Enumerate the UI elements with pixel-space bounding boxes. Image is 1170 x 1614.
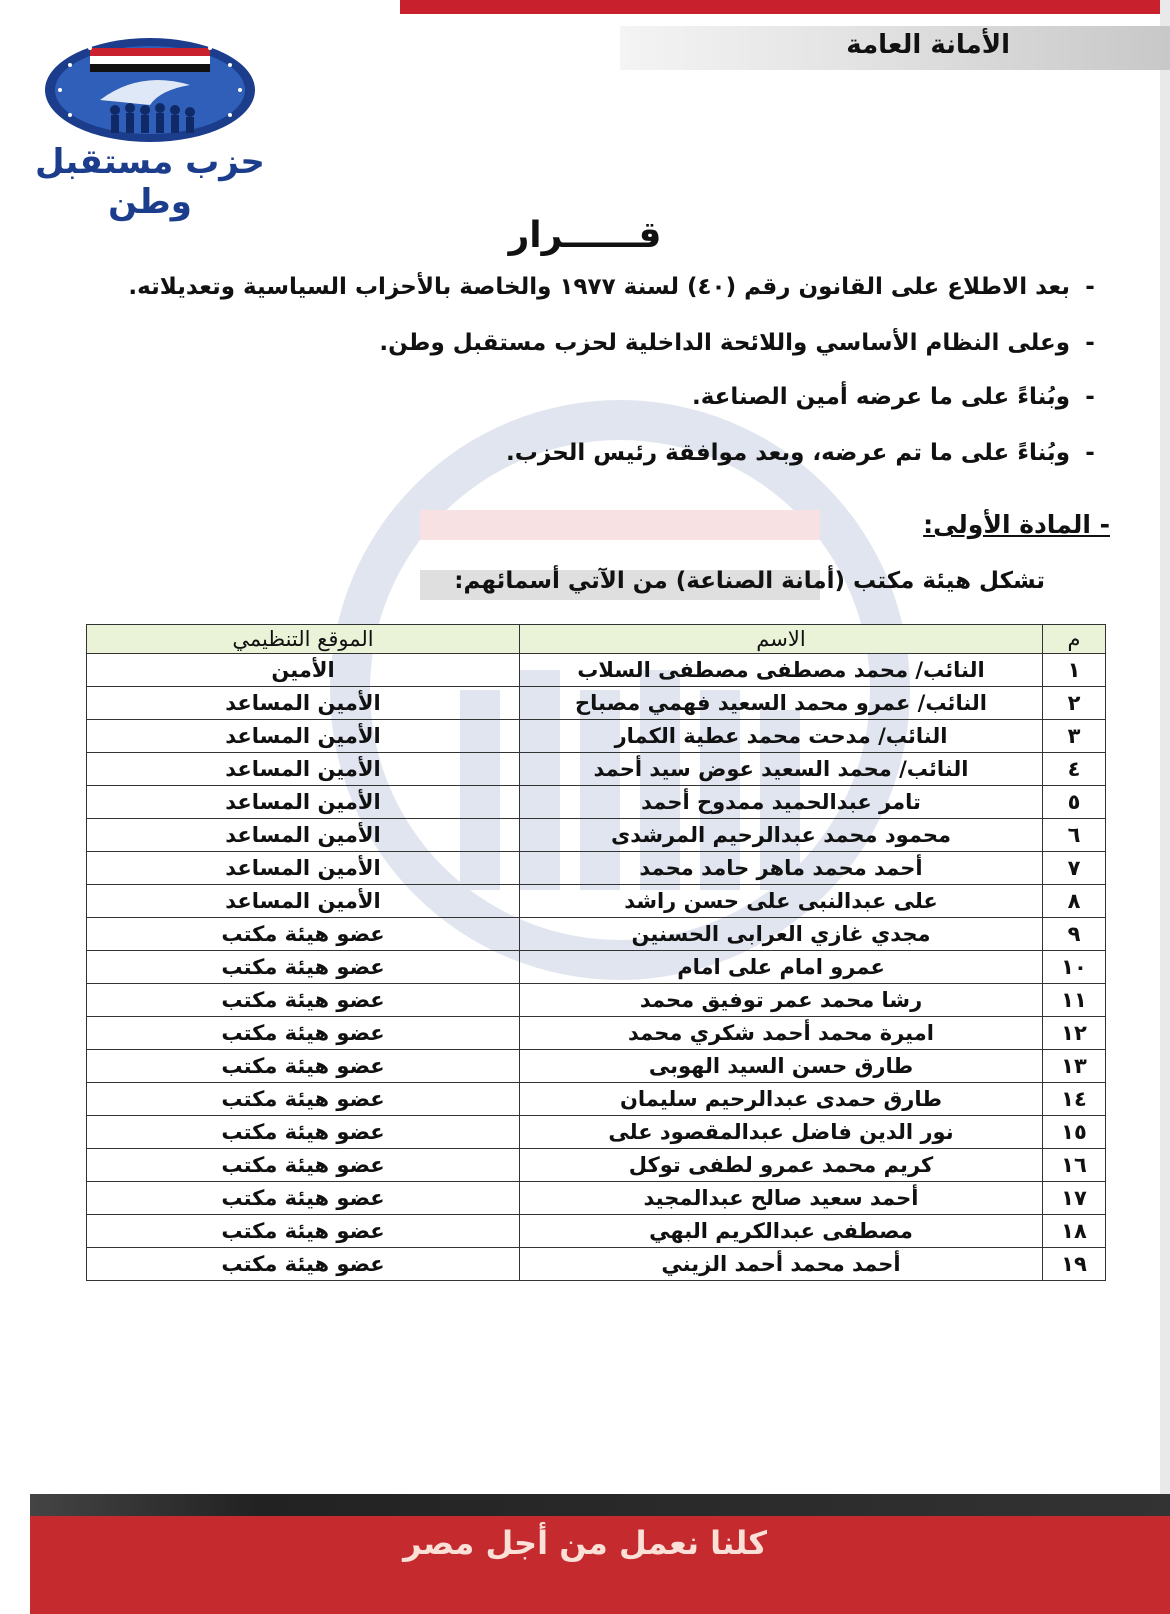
table-row (87, 1017, 1106, 1050)
cell-role: عضو هيئة مكتب (87, 984, 520, 1017)
article-heading: - المادة الأولى: (923, 510, 1110, 539)
cell-name: اميرة محمد أحمد شكري محمد (520, 1017, 1043, 1050)
cell-index: ١٣ (1043, 1050, 1106, 1083)
cell-index: ٩ (1043, 918, 1106, 951)
cell-index: ١٠ (1043, 951, 1106, 984)
cell-name: النائب/ مدحت محمد عطية الكمار (520, 720, 1043, 753)
cell-name: مصطفى عبدالكريم البهي (520, 1215, 1043, 1248)
cell-role: الأمين المساعد (87, 786, 520, 819)
header-index: م (1043, 625, 1106, 654)
cell-index: ١٦ (1043, 1149, 1106, 1182)
cell-index: ١٧ (1043, 1182, 1106, 1215)
table-row (87, 1116, 1106, 1149)
cell-name: النائب/ عمرو محمد السعيد فهمي مصباح (520, 687, 1043, 720)
table-row (87, 1248, 1106, 1281)
cell-name: مجدي غازي العرابى الحسنين (520, 918, 1043, 951)
preamble-text: وبُناءً على ما عرضه أمين الصناعة. (691, 384, 1070, 410)
cell-name: رشا محمد عمر توفيق محمد (520, 984, 1043, 1017)
table-row (87, 687, 1106, 720)
party-logo-text: حزب مستقبل وطن (35, 142, 265, 222)
cell-role: الأمين المساعد (87, 819, 520, 852)
cell-role: عضو هيئة مكتب (87, 1017, 520, 1050)
table-header-row (87, 625, 1106, 654)
cell-role: عضو هيئة مكتب (87, 1116, 520, 1149)
table-row (87, 1149, 1106, 1182)
cell-index: ١٩ (1043, 1248, 1106, 1281)
preamble-item: -وعلى النظام الأساسي واللائحة الداخلية لحزب مستقبل وطن. (379, 330, 1095, 356)
cell-index: ١٤ (1043, 1083, 1106, 1116)
cell-index: ١٢ (1043, 1017, 1106, 1050)
header-name: الاسم (520, 625, 1043, 654)
table-row (87, 1050, 1106, 1083)
preamble-text: وبُناءً على ما تم عرضه، وبعد موافقة رئيس الحزب. (506, 440, 1070, 466)
cell-name: النائب/ محمد السعيد عوض سيد أحمد (520, 753, 1043, 786)
cell-index: ٥ (1043, 786, 1106, 819)
cell-name: أحمد سعيد صالح عبدالمجيد (520, 1182, 1043, 1215)
table-row (87, 819, 1106, 852)
document-title: قــــــرار (508, 215, 662, 256)
table-row (87, 654, 1106, 687)
table-row (87, 984, 1106, 1017)
cell-index: ٨ (1043, 885, 1106, 918)
cell-name: أحمد محمد أحمد الزيني (520, 1248, 1043, 1281)
cell-index: ١٨ (1043, 1215, 1106, 1248)
table-row (87, 1215, 1106, 1248)
table-row (87, 753, 1106, 786)
footer-slogan: كلنا نعمل من أجل مصر (403, 1524, 767, 1562)
cell-name: على عبدالنبى على حسن راشد (520, 885, 1043, 918)
cell-index: ٤ (1043, 753, 1106, 786)
cell-role: الأمين المساعد (87, 852, 520, 885)
header-role: الموقع التنظيمي (87, 625, 520, 654)
cell-role: الأمين المساعد (87, 753, 520, 786)
cell-index: ١٥ (1043, 1116, 1106, 1149)
preamble-item: -بعد الاطلاع على القانون رقم (٤٠) لسنة ١٩٧٧ والخاصة بالأحزاب السياسية وتعديلاته. (128, 274, 1095, 300)
cell-role: عضو هيئة مكتب (87, 1050, 520, 1083)
cell-name: نور الدين فاضل عبدالمقصود على (520, 1116, 1043, 1149)
table-row (87, 918, 1106, 951)
cell-index: ١١ (1043, 984, 1106, 1017)
cell-role: عضو هيئة مكتب (87, 1149, 520, 1182)
table-row (87, 720, 1106, 753)
cell-name: النائب/ محمد مصطفى مصطفى السلاب (520, 654, 1043, 687)
table-row (87, 786, 1106, 819)
preamble-text: وعلى النظام الأساسي واللائحة الداخلية لحزب مستقبل وطن. (379, 330, 1070, 356)
cell-role: الأمين المساعد (87, 687, 520, 720)
cell-role: عضو هيئة مكتب (87, 1248, 520, 1281)
cell-index: ٧ (1043, 852, 1106, 885)
cell-role: الأمين (87, 654, 520, 687)
cell-name: محمود محمد عبدالرحيم المرشدى (520, 819, 1043, 852)
preamble-text: بعد الاطلاع على القانون رقم (٤٠) لسنة ١٩٧٧ والخاصة بالأحزاب السياسية وتعديلاته. (128, 274, 1070, 300)
cell-index: ١ (1043, 654, 1106, 687)
cell-role: عضو هيئة مكتب (87, 951, 520, 984)
preamble-item: -وبُناءً على ما تم عرضه، وبعد موافقة رئيس الحزب. (506, 440, 1095, 466)
cell-name: كريم محمد عمرو لطفى توكل (520, 1149, 1043, 1182)
cell-name: طارق حسن السيد الهوبى (520, 1050, 1043, 1083)
top-red-stripe (400, 0, 1170, 14)
cell-role: عضو هيئة مكتب (87, 1215, 520, 1248)
cell-role: عضو هيئة مكتب (87, 918, 520, 951)
footer-dark-bar (30, 1494, 1170, 1516)
preamble-item: -وبُناءً على ما عرضه أمين الصناعة. (691, 384, 1095, 410)
cell-role: عضو هيئة مكتب (87, 1083, 520, 1116)
article-intro: تشكل هيئة مكتب (أمانة الصناعة) من الآتي أسمائهم: (454, 568, 1045, 594)
cell-name: طارق حمدى عبدالرحيم سليمان (520, 1083, 1043, 1116)
table-row (87, 1083, 1106, 1116)
cell-index: ٦ (1043, 819, 1106, 852)
cell-name: عمرو امام على امام (520, 951, 1043, 984)
table-row (87, 1182, 1106, 1215)
cell-name: تامر عبدالحميد ممدوح أحمد (520, 786, 1043, 819)
cell-index: ٣ (1043, 720, 1106, 753)
table-row (87, 885, 1106, 918)
cell-index: ٢ (1043, 687, 1106, 720)
table-row (87, 852, 1106, 885)
cell-role: عضو هيئة مكتب (87, 1182, 520, 1215)
cell-role: الأمين المساعد (87, 885, 520, 918)
cell-role: الأمين المساعد (87, 720, 520, 753)
header-title: الأمانة العامة (846, 30, 1010, 60)
cell-name: أحمد محمد ماهر حامد محمد (520, 852, 1043, 885)
members-table (86, 624, 1106, 1281)
table-row (87, 951, 1106, 984)
